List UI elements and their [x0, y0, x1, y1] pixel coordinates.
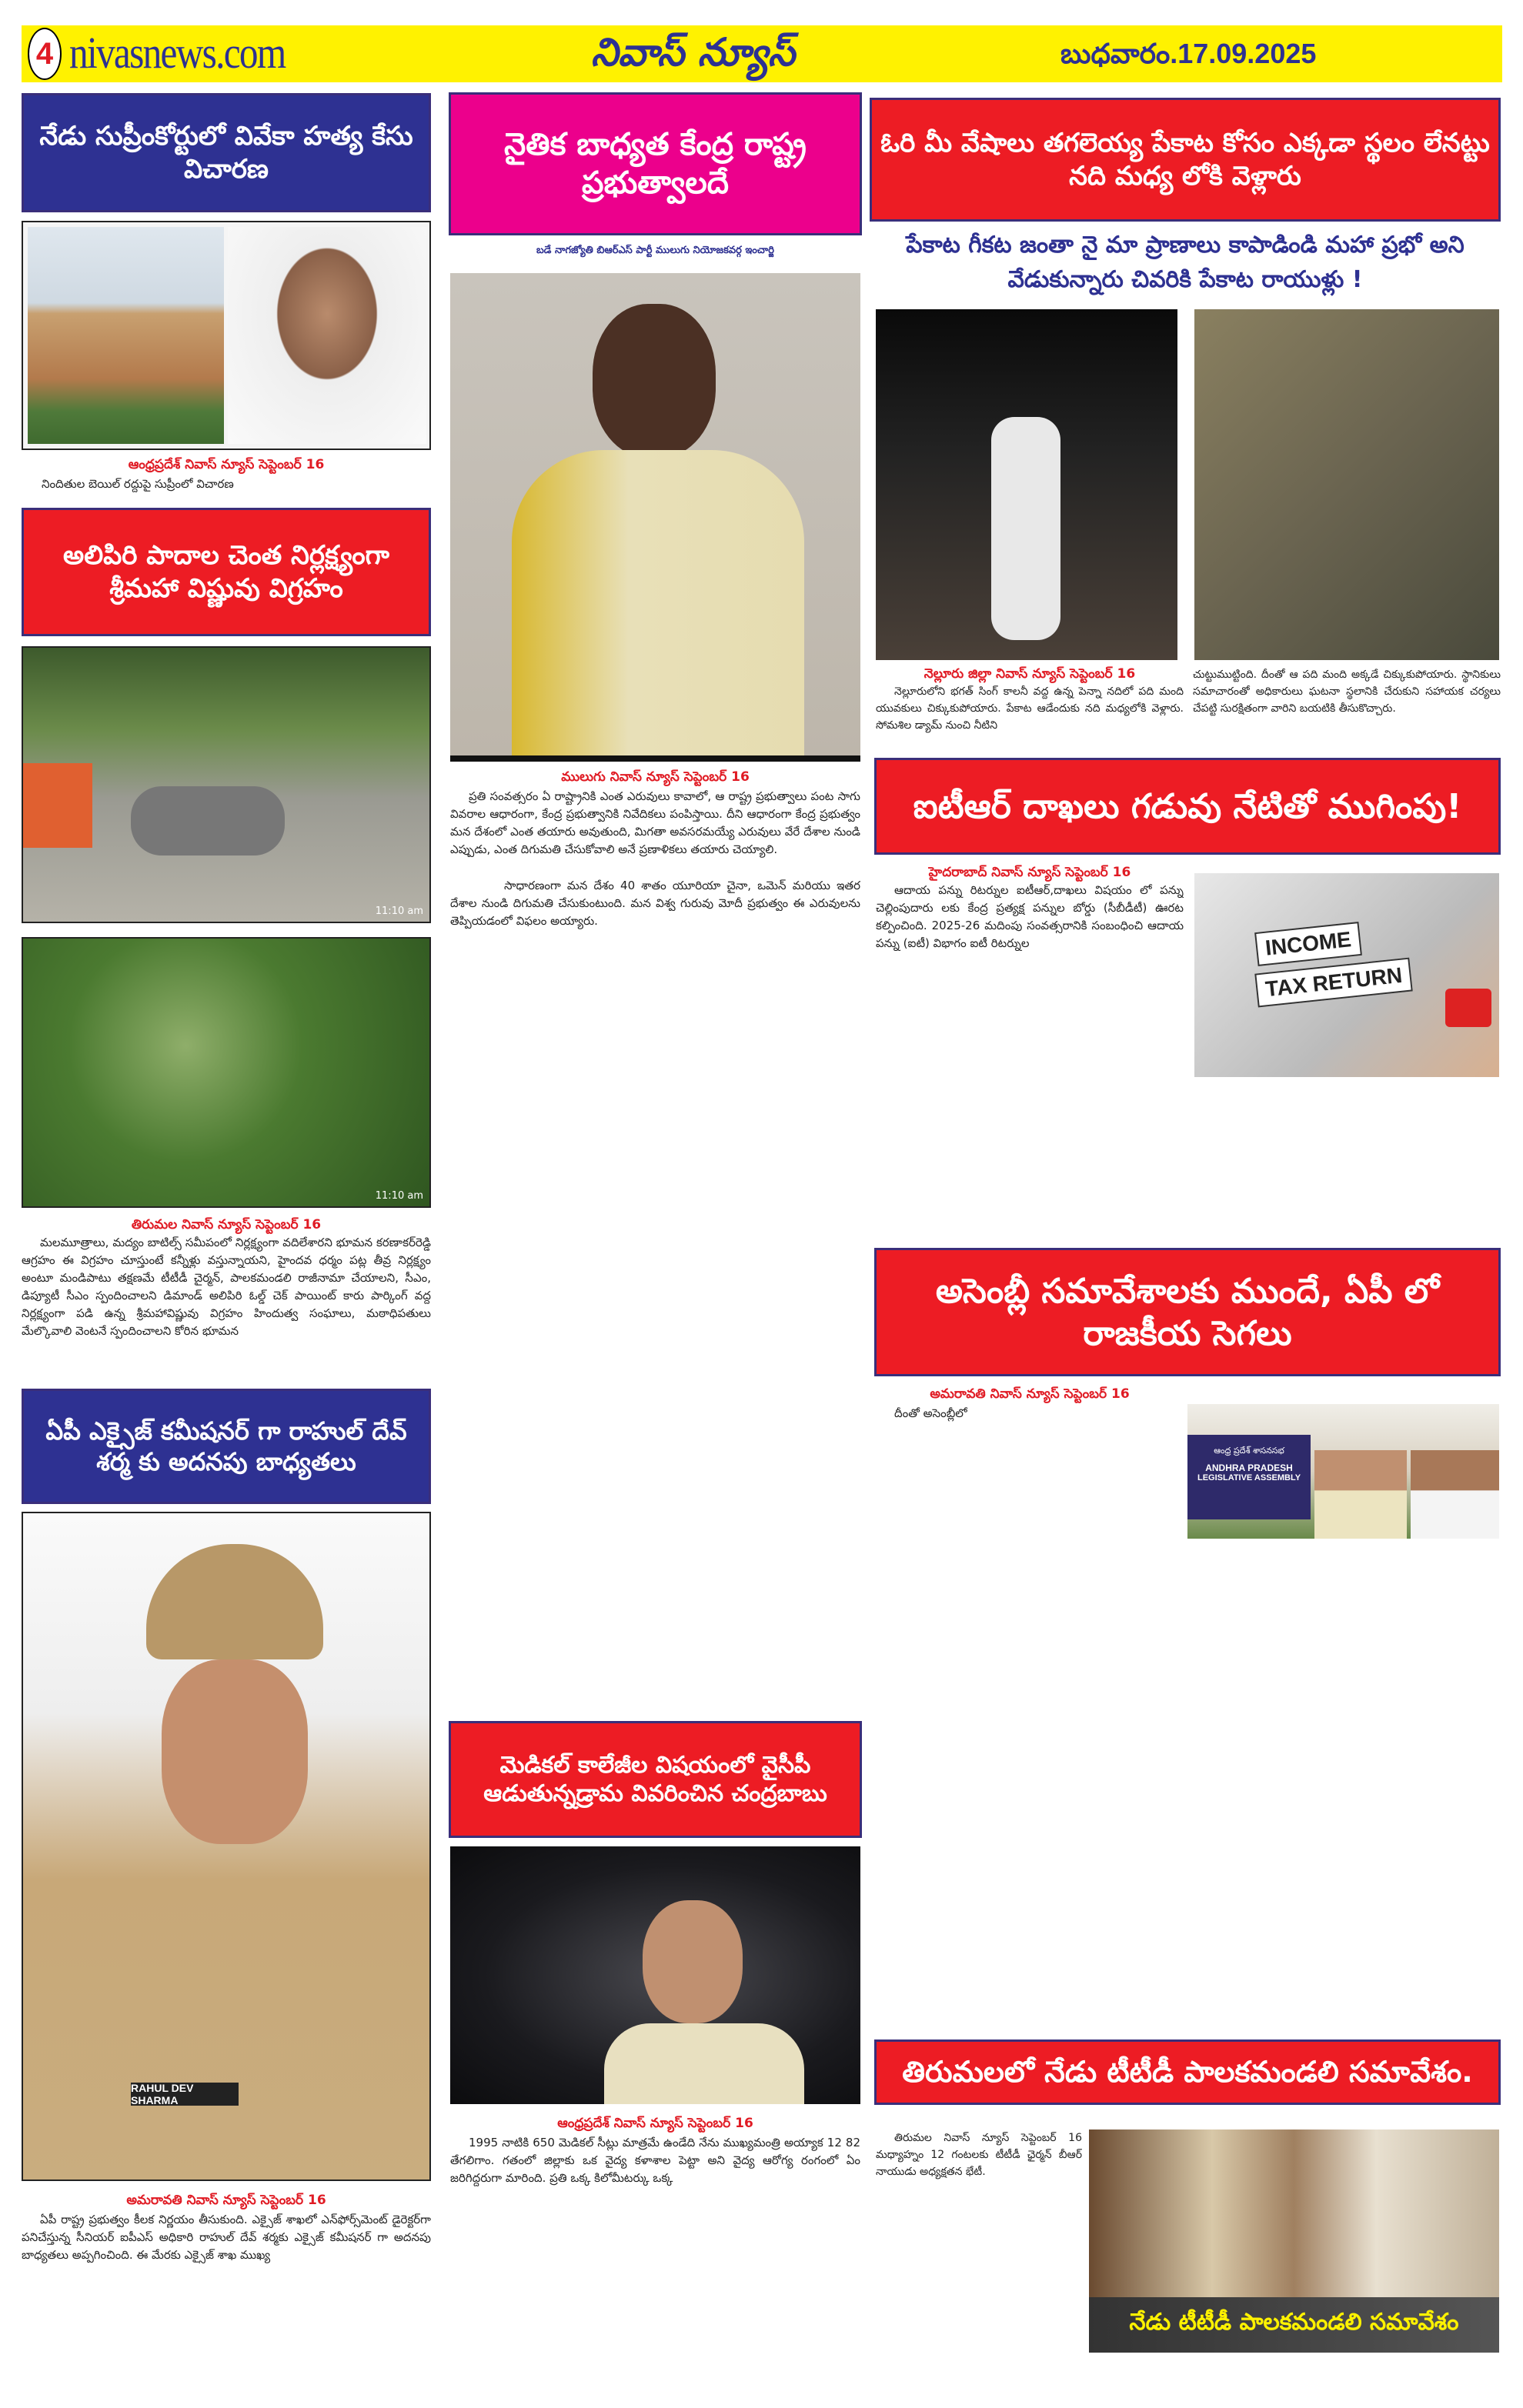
- litter-photo: [22, 937, 431, 1208]
- shirt-shape: [604, 2023, 804, 2104]
- subheadline: పేకాట గీకట జంతా నై మా ప్రాణాలు కాపాడిండి మహా ప్రభో అని వేడుకున్నారు చివరికి పేకాట రాయుళ్లు !: [906, 232, 1465, 293]
- masthead: [22, 25, 1502, 82]
- idol-shape: [131, 786, 285, 855]
- article-paragraph: సాధారణంగా మన దేశం 40 శాతం యూరియా చైనా, ఒమెన్ మరియు ఇతర దేశాల నుండి దిగుమతి చేసుకుంటుంది. మన విశ్వ గురువు మోదీ ప్రభుత్వం ఈ ఎరువులను తెప్పియడంలో విఫలం అయ్యారు.: [450, 879, 860, 928]
- headline-alipiri: అలిపిరి పాదాల చెంత నిర్లక్ష్యంగా శ్రీమహా విష్ణువు విగ్రహం: [22, 508, 431, 636]
- ttd-meeting-photo: [1089, 2130, 1499, 2353]
- person-shape: [991, 417, 1060, 640]
- article-body: నెల్లూరులోని భగత్ సింగ్ కాలనీ వద్ద ఉన్న పెన్నా నదిలో పది మంది యువకులు చిక్కుకుపోయారు. పేకాట ఆడేందుకు నది మధ్యలోకి వెళ్లారు. సోమశిల డ్యామ్ నుంచి నీటిని: [876, 685, 1184, 732]
- calculator-shape: [1445, 989, 1491, 1027]
- saree-shape: [512, 450, 804, 758]
- portrait-image: [228, 227, 426, 444]
- river-rescue-photo-1: [876, 309, 1177, 660]
- headline-medical-colleges: మెడికల్ కాలేజీల విషయంలో వైసీపీ ఆడుతున్నడ్రామ వివరించిన చంద్రబాబు: [449, 1721, 862, 1838]
- dateline: అమరావతి నివాస్ న్యూస్ సెప్టెంబర్ 16: [126, 2193, 326, 2208]
- article-body: మలమూత్రాలు, మద్యం బాటిల్స్ సమీపంలో నిర్లక్ష్యంగా వదిలేశారని భూమన కరణాకర్‌రెడ్డి ఆగ్రహం ఈ విగ్రహం చూస్తుంటే కన్నీళ్లు వస్తున్నాయని, హైందవ ధర్మం పట్ల తీవ్ర నిర్లక్ష్యం అంటూ మండిపాటు తక్షణమే టీటీడీ చైర్మన్, పాలకమండలి రాజీనామా చేయాలని, సీఎం, డిప్యూటీ సీఎం స్పందించాలని డిమాండ్ అలిపిరి ఓల్డ్ చెక్ పాయింట్ కారు పార్కింగ్ వద్ద నిర్లక్ష్యంగా పడి ఉన్న శ్రీమహావిష్ణువు విగ్రహం హిందుత్వ సంఘాలు, మఠాధిపతులు మేల్కొవాలి వెంటనే స్పందించాలని కోరిన భూమన: [22, 1236, 431, 1338]
- sign-line-2: LEGISLATIVE ASSEMBLY: [1197, 1473, 1301, 1482]
- sign-telugu: ఆంధ్ర ప్రదేశ్ శాసనసభ: [1214, 1446, 1284, 1456]
- headline-supreme-court: నేడు సుప్రీంకోర్టులో వివేకా హత్య కేసు విచారణ: [22, 93, 431, 212]
- dateline: అమరావతి నివాస్ న్యూస్ సెప్టెంబర్ 16: [930, 1386, 1130, 1402]
- leader-1-shape: [1314, 1450, 1407, 1539]
- article-summary: నిందితుల బెయిల్ రద్దుపై సుప్రీంలో విచారణ: [42, 477, 234, 491]
- article-body: దీంతో అసెంబ్లీలో: [894, 1406, 967, 1420]
- byline: బడే నాగజ్యోతి బిఆర్ఎస్ పార్టీ ములుగు నియోజకవర్గ ఇంచార్జి: [536, 245, 774, 256]
- cap-shape: [146, 1544, 323, 1659]
- dateline: ఆంధ్రప్రదేశ్ నివాస్ న్యూస్ సెప్టెంబర్ 16: [128, 457, 325, 472]
- income-tax-return-image: [1194, 873, 1499, 1077]
- chandrababu-photo: [450, 1846, 860, 2104]
- income-label: INCOME: [1254, 922, 1362, 966]
- supreme-court-photo: [22, 221, 431, 450]
- dateline: ఆంధ్రప్రదేశ్ నివాస్ న్యూస్ సెప్టెంబర్ 16: [557, 2116, 753, 2131]
- website-name: nivasnews.com: [69, 28, 286, 78]
- article-body: తిరుమల నివాస్ న్యూస్ సెప్టెంబర్ 16 మధ్యాహ్నం 12 గంటలకు టీటీడీ ఛైర్మన్ బీఆర్ నాయుడు అధ్యక్షతన భేటీ.: [876, 2132, 1082, 2178]
- headline-river-gambling: ఓరి మీ వేషాలు తగలెయ్య పేకాట కోసం ఎక్కడా స్థలం లేనట్టు నది మధ్య లోకి వెళ్లారు: [870, 98, 1501, 222]
- photo-timestamp: 11:10 am: [375, 906, 423, 917]
- orange-wall: [23, 763, 92, 848]
- sign-line-1: ANDHRA PRADESH: [1205, 1462, 1293, 1473]
- article-body-continued: చుట్టుముట్టింది. దీంతో ఆ పది మంది అక్కడే చిక్కుకుపోయారు. స్థానికులు సమాచారంతో అధికారులు ఘటనా స్థలానికి చేరుకుని సహాయక చర్యలు చేపట్టి సురక్షితంగా వారిని బయటికి తీసుకొచ్చారు.: [1193, 669, 1501, 715]
- assembly-sign: [1187, 1435, 1311, 1519]
- article-body: ఏపీ రాష్ట్ర ప్రభుత్వం కీలక నిర్ణయం తీసుకుంది. ఎక్సైజ్ శాఖలో ఎన్‌ఫోర్స్‌మెంట్ డైరెక్టర్‌గా పనిచేస్తున్న సీనియర్ ఐపీఎస్ అధికారి రాహుల్ దేవ్ శర్మకు ఎక్సైజ్ కమీషనర్ గా అదనపు బాధ్యతలు అప్పగించింది. ఈ మేరకు ఎక్సైజ్ శాఖ ముఖ్య: [22, 2213, 431, 2262]
- headline-itr: ఐటీఆర్ దాఖలు గడువు నేటితో ముగింపు!: [874, 758, 1501, 855]
- dateline: హైదరాబాద్ నివాస్ న్యూస్ సెప్టెంబర్ 16: [928, 865, 1131, 880]
- face-shape: [643, 1900, 743, 2023]
- article-body: ఆదాయ పన్ను రిటర్నుల ఐటీఆర్,దాఖలు విషయం లో పన్ను చెల్లింపుదారు లకు కేంద్ర ప్రత్యక్ష పన్నుల బోర్డు (సీబీడీటీ) ఊరట కల్పించింది. 2025-26 మదింపు సంవత్సరానికి సంబంధించి ఆదాయ పన్ను (ఐటీ) విభాగం ఐటీ రిటర్నుల: [876, 883, 1184, 950]
- name-tag: RAHUL DEV SHARMA: [131, 2083, 239, 2106]
- politician-photo: [450, 273, 860, 762]
- face-shape: [162, 1659, 308, 1844]
- article-body: 1995 నాటికి 650 మెడికల్ సీట్లు మాత్రమే ఉండేది నేను ముఖ్యమంత్రి అయ్యాక 12 82 తేగలిగాం. గతంలో జిల్లాకు ఒక వైద్య కళాశాల పెట్టా అని వైద్య ఆరోగ్య రంగంలో ఏం జరిగిద్దరుగా మారింది. ప్రతి ఒక్క కిలోమీటర్కు ఒక్క: [450, 2136, 860, 2185]
- dateline: నెల్లూరు జిల్లా నివాస్ న్యూస్ సెప్టెంబర్ 16: [923, 666, 1136, 682]
- tax-return-label: TAX RETURN: [1254, 958, 1413, 1008]
- image-caption: నేడు టీటీడీ పాలకమండలి సమావేశం: [1089, 2297, 1499, 2353]
- dateline: తిరుమల నివాస్ న్యూస్ సెప్టెంబర్ 16: [131, 1217, 322, 1232]
- issue-date: బుధవారం.17.09.2025: [1060, 38, 1317, 69]
- leader-2-shape: [1411, 1450, 1499, 1539]
- headline-excise: ఏపీ ఎక్సైజ్ కమీషనర్ గా రాహుల్ దేవ్ శర్మ కు అదనపు బాధ్యతలు: [22, 1389, 431, 1504]
- officer-photo: [22, 1512, 431, 2181]
- headline-ttd: తిరుమలలో నేడు టీటీడీ పాలకమండలి సమావేశం.: [874, 2039, 1501, 2105]
- river-rescue-photo-2: [1194, 309, 1499, 660]
- dateline: ములుగు నివాస్ న్యూస్ సెప్టెంబర్ 16: [561, 769, 750, 785]
- newspaper-title: నివాస్ న్యూస్: [591, 30, 795, 75]
- face-shape: [593, 304, 716, 458]
- headline-assembly: అసెంబ్లీ సమావేశాలకు ముందే, ఏపీ లో రాజకీయ సెగలు: [874, 1248, 1501, 1376]
- supreme-court-building-image: [28, 227, 224, 444]
- assembly-photo: [1187, 1404, 1499, 1539]
- headline-urea: నైతిక బాధ్యత కేంద్ర రాష్ట్ర ప్రభుత్వాలదే: [449, 92, 862, 235]
- article-paragraph: ప్రతి సంవత్సరం ఏ రాష్ట్రానికి ఎంత ఎరువులు కావాలో, ఆ రాష్ట్ర ప్రభుత్వాలు పంట సాగు వివరాల ఆధారంగా, కేంద్ర ప్రభుత్వానికి నివేదికలు పంపిస్తాయి. దీని ఆధారంగా కేంద్ర ప్రభుత్వం మన దేశంలో ఎంత తయారు అవుతుంది, మిగతా అవసరమయ్యే ఎరువులు వేరే దేశాల నుండి ఎప్పుడు, ఎంత దిగుమతి చేసుకోవాలి అనే ప్రణాళికలు తయారు చెయ్యాలి.: [450, 789, 860, 856]
- photo-timestamp: 11:10 am: [375, 1190, 423, 1202]
- page-number: 4: [28, 28, 62, 80]
- vishnu-idol-photo: [22, 646, 431, 923]
